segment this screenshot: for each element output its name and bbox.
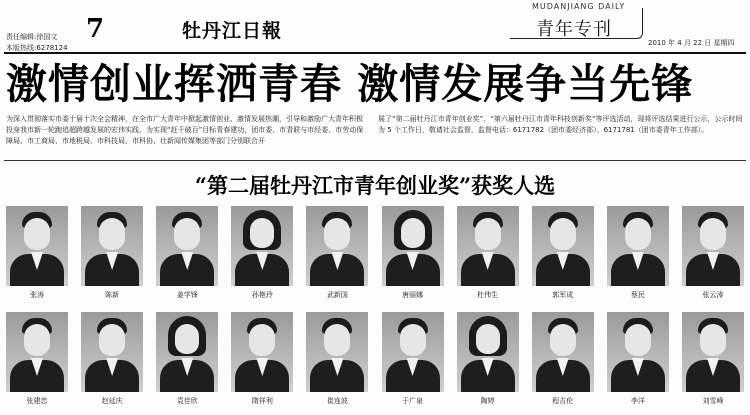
male-portrait-icon [156, 206, 218, 286]
winner-name: 张云涛 [702, 291, 724, 299]
section-title: “第二届牡丹江市青年创业奖”获奖人选 [194, 173, 556, 198]
editor-line: 责任编辑:徐国文 [6, 33, 58, 41]
intro-text-left: 为深入贯彻落实市委十届十次全会精神，在全市广大青年中掀起激情创业、激情发展热潮，引导和激励广大青年积极投身我市新一轮跑追超跨越发展的宏伟实践，为实现“赶千破百”目标青春建功，团市委、市青联与市经委、市劳动保障局、市工商局、市地税局、市科技局、市科协、壮新闻传媒集团等部门分别联合开 [6, 115, 364, 145]
male-portrait-icon [6, 206, 68, 286]
male-portrait-icon [81, 206, 143, 286]
winner-name: 程吉伦 [552, 397, 574, 405]
male-portrait-icon [607, 312, 669, 392]
male-portrait-icon [532, 206, 594, 286]
winner-name: 刘雪峰 [702, 397, 724, 405]
winner-name: 袁佳欣 [176, 397, 198, 405]
winner-card [455, 206, 521, 300]
winners-row-1 [4, 206, 746, 300]
male-portrait-icon [382, 312, 444, 392]
page-number: 7 [86, 14, 105, 44]
winner-name: 唐丽娜 [402, 291, 424, 299]
editor-info [6, 32, 68, 54]
winners-row-2 [4, 312, 746, 406]
intro-text-right: 展了“第二届牡丹江市青年创业奖”、“第六届牡丹江市青年科技创新奖”等评选活动，现将评选结果进行公示，公示时间为 5 个工作日，敬请社会监督，监督电话：6171782（团市委经济部）、6171781（团市委青年工作部）。 [378, 115, 743, 134]
winner-card [154, 206, 220, 300]
winner-card [530, 312, 596, 406]
winner-name: 张建忠 [26, 397, 48, 405]
winner-card [4, 206, 70, 300]
male-portrait-icon [81, 312, 143, 392]
winner-card [304, 206, 370, 300]
section-label: 青年专刊 [536, 19, 612, 40]
hotline-line: 本版热线:6278124 [6, 44, 68, 52]
male-portrait-icon [532, 312, 594, 392]
male-portrait-icon [306, 312, 368, 392]
winner-card [380, 312, 446, 406]
headline: 激情创业挥洒青春 激情发展争当先锋 [6, 60, 694, 108]
female-portrait-icon [156, 312, 218, 392]
winner-card [605, 312, 671, 406]
winner-name: 郭军成 [552, 291, 574, 299]
winner-card [605, 206, 671, 300]
masthead: 牡丹江日報 [182, 20, 283, 42]
winner-name: 蔡民 [630, 291, 645, 299]
male-portrait-icon [682, 312, 744, 392]
male-portrait-icon [231, 312, 293, 392]
header-divider [4, 52, 746, 54]
male-portrait-icon [682, 206, 744, 286]
female-portrait-icon [457, 312, 519, 392]
section-divider [4, 160, 746, 161]
winner-card [4, 312, 70, 406]
winner-card [455, 312, 521, 406]
dateline: 2010 年 4 月 22 日 星期四 [648, 39, 735, 47]
winner-name: 姜学锋 [176, 291, 198, 299]
winner-name: 李洋 [630, 397, 645, 405]
winner-card [380, 206, 446, 300]
winner-card [304, 312, 370, 406]
winner-card [79, 206, 145, 300]
male-portrait-icon [306, 206, 368, 286]
winner-name: 赵延庆 [101, 397, 123, 405]
winner-name: 杜伟生 [477, 291, 499, 299]
female-portrait-icon [382, 206, 444, 286]
winner-card [229, 206, 295, 300]
winner-card [680, 206, 746, 300]
winner-card [79, 312, 145, 406]
male-portrait-icon [457, 206, 519, 286]
winner-card [530, 206, 596, 300]
winner-name: 孙艳玲 [251, 291, 273, 299]
winner-card [154, 312, 220, 406]
winner-name: 张涛 [30, 291, 44, 299]
male-portrait-icon [6, 312, 68, 392]
male-portrait-icon [607, 206, 669, 286]
winner-card [680, 312, 746, 406]
winner-name: 隋祥利 [251, 397, 273, 405]
winner-name: 于广泉 [402, 397, 424, 405]
winner-name: 陈新 [105, 291, 120, 299]
winner-name: 崔连波 [326, 397, 348, 405]
female-portrait-icon [231, 206, 293, 286]
winner-name: 陶婷 [480, 397, 495, 405]
winner-name: 武新国 [326, 291, 348, 299]
masthead-english: MUDANJIANG DAILY [532, 2, 626, 11]
winner-card [229, 312, 295, 406]
